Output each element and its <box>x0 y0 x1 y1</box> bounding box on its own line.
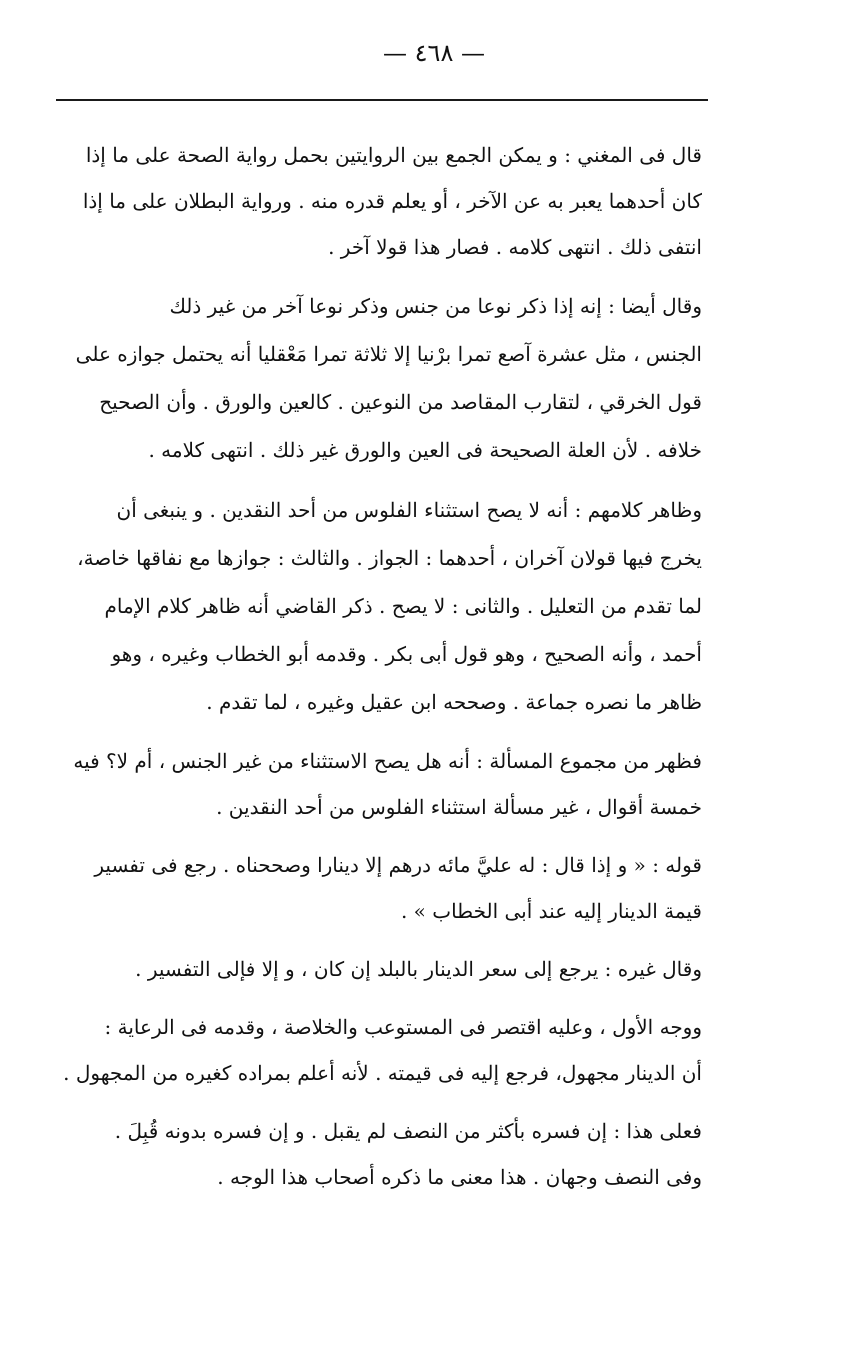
text-line: فعلى هذا : إن فسره بأكثر من النصف لم يقبل . و إن فسره بدونه قُبِلَ . <box>114 1119 702 1143</box>
paragraph <box>62 1108 702 1200</box>
paragraph <box>62 738 702 830</box>
text-line: انتفى ذلك . انتهى كلامه . فصار هذا قولا آخر . <box>328 235 702 259</box>
text-line: أحمد ، وأنه الصحيح ، وهو قول أبى بكر . وقدمه أبو الخطاب وغيره ، وهو <box>111 642 702 666</box>
text-line: قوله : « و إذا قال : له عليَّ مائه درهم إلا دينارا وصححناه . رجع فى تفسير <box>94 853 702 877</box>
text-line: فظهر من مجموع المسألة : أنه هل يصح الاستثناء من غير الجنس ، أم لا؟ فيه <box>73 749 702 773</box>
text-line: لما تقدم من التعليل . والثانى : لا يصح . ذكر القاضي أنه ظاهر كلام الإمام <box>104 594 702 618</box>
text-line: وظاهر كلامهم : أنه لا يصح استثناء الفلوس من أحد النقدين . و ينبغى أن <box>116 498 702 522</box>
text-line: ووجه الأول ، وعليه اقتصر فى المستوعب والخلاصة ، وقدمه فى الرعاية : <box>104 1015 702 1039</box>
paragraph <box>62 842 702 934</box>
paragraph <box>62 282 702 474</box>
text-line: ظاهر ما نصره جماعة . وصححه ابن عقيل وغيره ، لما تقدم . <box>206 690 702 714</box>
text-line: خمسة أقوال ، غير مسألة استثناء الفلوس من أحد النقدين . <box>216 795 702 819</box>
header-rule <box>56 99 708 101</box>
text-line: الجنس ، مثل عشرة آصع تمرا برْنيا إلا ثلاثة تمرا مَعْقليا أنه يحتمل جوازه على <box>75 342 702 366</box>
text-line: وقال أيضا : إنه إذا ذكر نوعا من جنس وذكر نوعا آخر من غير ذلك <box>169 294 702 318</box>
text-line: قول الخرقي ، لتقارب المقاصد من النوعين . كالعين والورق . وأن الصحيح <box>99 390 702 414</box>
paragraph <box>62 946 702 992</box>
text-line: وفى النصف وجهان . هذا معنى ما ذكره أصحاب هذا الوجه . <box>217 1165 702 1189</box>
text-line: قال فى المغني : و يمكن الجمع بين الروايتين بحمل رواية الصحة على ما إذا <box>85 143 702 167</box>
paragraph <box>62 1004 702 1096</box>
text-line: كان أحدهما يعبر به عن الآخر ، أو يعلم قدره منه . ورواية البطلان على ما إذا <box>82 189 702 213</box>
text-line: قيمة الدينار إليه عند أبى الخطاب » . <box>400 899 702 923</box>
paragraph <box>62 486 702 726</box>
page-number: — ٤٦٨ — <box>383 39 485 67</box>
text-line: يخرج فيها قولان آخران ، أحدهما : الجواز . والثالث : جوازها مع نفاقها خاصة، <box>77 546 702 570</box>
text-line: خلافه . لأن العلة الصحيحة فى العين والورق غير ذلك . انتهى كلامه . <box>148 438 702 462</box>
text-line: أن الدينار مجهول، فرجع إليه فى قيمته . لأنه أعلم بمراده كغيره من المجهول . <box>63 1061 702 1085</box>
paragraph <box>62 132 702 270</box>
text-line: وقال غيره : يرجع إلى سعر الدينار بالبلد إن كان ، و إلا فإلى التفسير . <box>135 957 702 981</box>
body-text <box>62 132 702 1200</box>
